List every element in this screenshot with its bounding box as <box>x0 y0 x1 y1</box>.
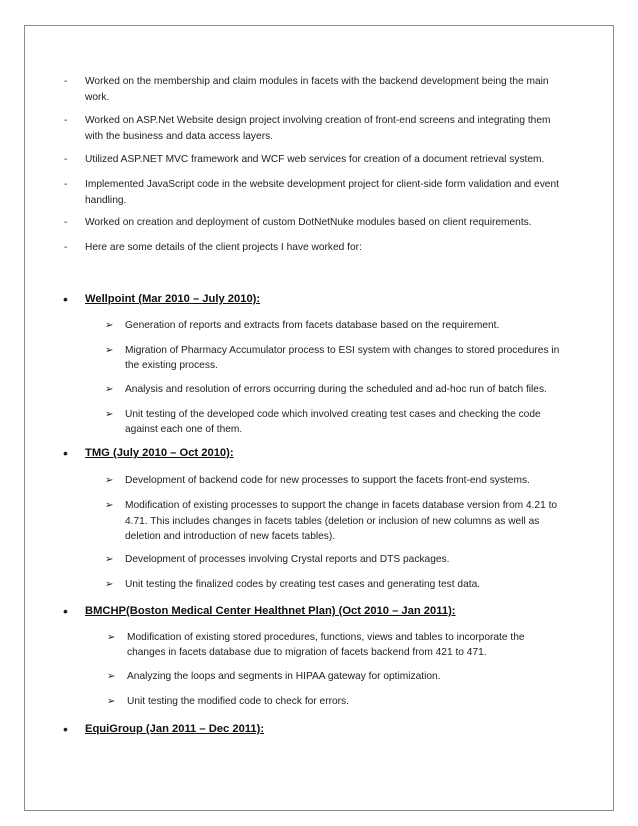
intro-line: Worked on the membership and claim modules in facets with the backend development being the main <box>85 76 549 87</box>
arrow-marker: ➢ <box>107 632 116 643</box>
intro-line: Here are some details of the client projects I have worked for: <box>85 242 362 253</box>
project-title: BMCHP(Boston Medical Center Healthnet Plan) (Oct 2010 – Jan 2011): <box>85 605 456 617</box>
arrow-marker: ➢ <box>105 500 114 511</box>
project-item-line: Modification of existing stored procedures, functions, views and tables to incorporate the <box>127 632 525 643</box>
project-item-line: Unit testing of the developed code which involved creating test cases and checking the code <box>125 409 541 420</box>
dash-marker: - <box>64 242 68 253</box>
bullet-marker: • <box>63 291 68 307</box>
dash-marker: - <box>64 217 68 228</box>
arrow-marker: ➢ <box>105 345 114 356</box>
project-item-line: deletion and introduction of new facets tables). <box>125 531 336 542</box>
intro-line: Worked on creation and deployment of custom DotNetNuke modules based on client requirements. <box>85 217 532 228</box>
arrow-marker: ➢ <box>105 409 114 420</box>
arrow-marker: ➢ <box>105 384 114 395</box>
dash-marker: - <box>64 76 68 87</box>
project-item-line: Analyzing the loops and segments in HIPAA gateway for optimization. <box>127 671 441 682</box>
project-item-line: the existing process. <box>125 360 218 371</box>
arrow-marker: ➢ <box>107 671 116 682</box>
arrow-marker: ➢ <box>105 320 114 331</box>
arrow-marker: ➢ <box>107 696 116 707</box>
intro-line: handling. <box>85 195 127 206</box>
dash-marker: - <box>64 154 68 165</box>
project-item-line: 4.71. This includes changes in facets tables (deletion or inclusion of new columns as well as <box>125 516 540 527</box>
project-item-line: Generation of reports and extracts from facets database based on the requirement. <box>125 320 500 331</box>
intro-line: Implemented JavaScript code in the website development project for client-side form validation and event <box>85 179 559 190</box>
intro-line: with the business and data access layers. <box>85 131 274 142</box>
bullet-marker: • <box>63 721 68 737</box>
project-title: EquiGroup (Jan 2011 – Dec 2011): <box>85 723 265 735</box>
project-item-line: Development of processes involving Crystal reports and DTS packages. <box>125 554 450 565</box>
project-item-line: against each one of them. <box>125 424 243 435</box>
project-item-line: Unit testing the finalized codes by creating test cases and generating test data. <box>125 579 481 590</box>
project-item-line: Development of backend code for new processes to support the facets front-end systems. <box>125 475 530 486</box>
project-item-line: Migration of Pharmacy Accumulator process to ESI system with changes to stored procedures in <box>125 345 560 356</box>
arrow-marker: ➢ <box>105 475 114 486</box>
intro-line: work. <box>85 92 110 103</box>
project-title: TMG (July 2010 – Oct 2010): <box>85 447 234 459</box>
intro-line: Utilized ASP.NET MVC framework and WCF web services for creation of a document retrieval system. <box>85 154 545 165</box>
dash-marker: - <box>64 115 68 126</box>
project-title: Wellpoint (Mar 2010 – July 2010): <box>85 293 261 305</box>
project-item-line: Analysis and resolution of errors occurring during the scheduled and ad-hoc run of batch files. <box>125 384 547 395</box>
dash-marker: - <box>64 179 68 190</box>
intro-line: Worked on ASP.Net Website design project involving creation of front-end screens and integrating them <box>85 115 551 126</box>
project-item-line: Modification of existing processes to support the change in facets database version from 4.21 to <box>125 500 558 511</box>
bullet-marker: • <box>63 445 68 461</box>
project-item-line: changes in facets database due to migration of facets backend from 421 to 471. <box>127 647 487 658</box>
bullet-marker: • <box>63 603 68 619</box>
project-item-line: Unit testing the modified code to check for errors. <box>127 696 349 707</box>
arrow-marker: ➢ <box>105 579 114 590</box>
arrow-marker: ➢ <box>105 554 114 565</box>
